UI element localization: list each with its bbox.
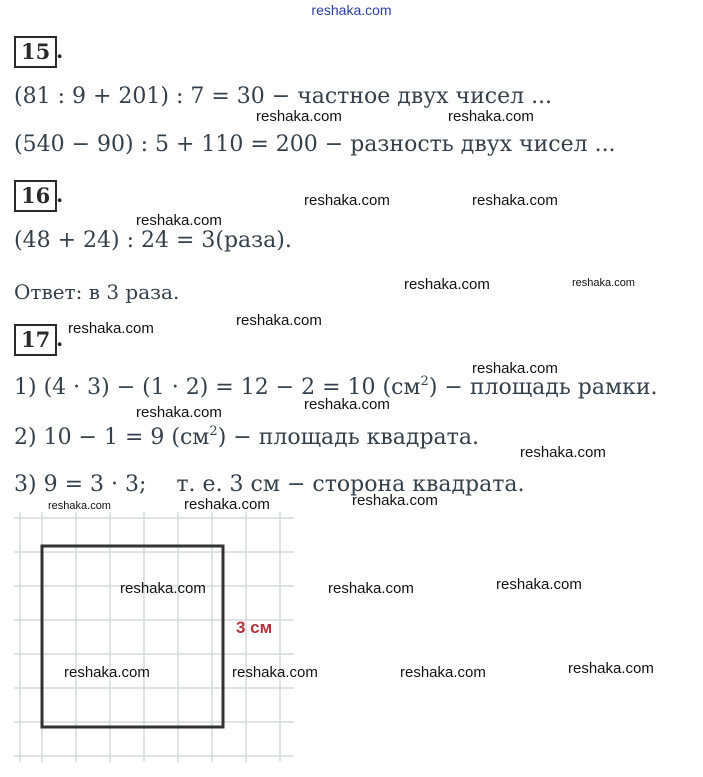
watermark: reshaka.com bbox=[136, 404, 222, 421]
watermark: reshaka.com bbox=[48, 500, 111, 512]
watermark: reshaka.com bbox=[352, 492, 438, 509]
problem-number-dot: . bbox=[56, 38, 64, 63]
watermark: reshaka.com bbox=[472, 192, 558, 209]
watermark: reshaka.com bbox=[572, 277, 635, 289]
superscript: 2 bbox=[420, 374, 429, 389]
problem-number-dot: . bbox=[56, 326, 64, 351]
watermark: reshaka.com bbox=[400, 664, 486, 681]
header-watermark: reshaka.com bbox=[311, 2, 392, 18]
watermark: reshaka.com bbox=[232, 664, 318, 681]
problem16-line1: (48 + 24) : 24 = 3(раза). bbox=[14, 228, 292, 253]
watermark: reshaka.com bbox=[120, 580, 206, 597]
problem-number-dot: . bbox=[56, 182, 64, 207]
step1-text-end: ) − площадь рамки. bbox=[428, 375, 658, 400]
watermark: reshaka.com bbox=[64, 664, 150, 681]
watermark: reshaka.com bbox=[304, 192, 390, 209]
problem15-line2: (540 − 90) : 5 + 110 = 200 − разность двух чисел ... bbox=[14, 132, 616, 157]
watermark: reshaka.com bbox=[328, 580, 414, 597]
step3-equation: 3) 9 = 3 · 3; bbox=[14, 472, 147, 497]
watermark: reshaka.com bbox=[520, 444, 606, 461]
problem17-step2 bbox=[14, 424, 479, 450]
watermark: reshaka.com bbox=[304, 396, 390, 413]
problem16-answer: Ответ: в 3 раза. bbox=[14, 280, 180, 304]
step1-text: 1) (4 · 3) − (1 · 2) = 12 − 2 = 10 (см bbox=[14, 375, 421, 400]
step3-conclusion: т. е. 3 см − сторона квадрата. bbox=[176, 472, 525, 497]
problem-number-16: 16 bbox=[14, 180, 57, 212]
watermark: reshaka.com bbox=[404, 276, 490, 293]
problem-number-17: 17 bbox=[14, 324, 57, 356]
watermark: reshaka.com bbox=[472, 360, 558, 377]
superscript: 2 bbox=[209, 424, 218, 439]
watermark: reshaka.com bbox=[136, 212, 222, 229]
problem15-line1: (81 : 9 + 201) : 7 = 30 − частное двух чисел ... bbox=[14, 84, 553, 109]
step2-text: 2) 10 − 1 = 9 (см bbox=[14, 425, 210, 450]
problem-number-15: 15 bbox=[14, 36, 57, 68]
step2-text-end: ) − площадь квадрата. bbox=[217, 425, 479, 450]
watermark: reshaka.com bbox=[68, 320, 154, 337]
problem17-step3 bbox=[14, 472, 525, 497]
watermark: reshaka.com bbox=[496, 576, 582, 593]
watermark: reshaka.com bbox=[448, 108, 534, 125]
watermark: reshaka.com bbox=[236, 312, 322, 329]
side-length-label: 3 см bbox=[236, 618, 273, 637]
watermark: reshaka.com bbox=[184, 496, 270, 513]
watermark: reshaka.com bbox=[568, 660, 654, 677]
watermark: reshaka.com bbox=[256, 108, 342, 125]
square-3cm bbox=[42, 546, 223, 727]
